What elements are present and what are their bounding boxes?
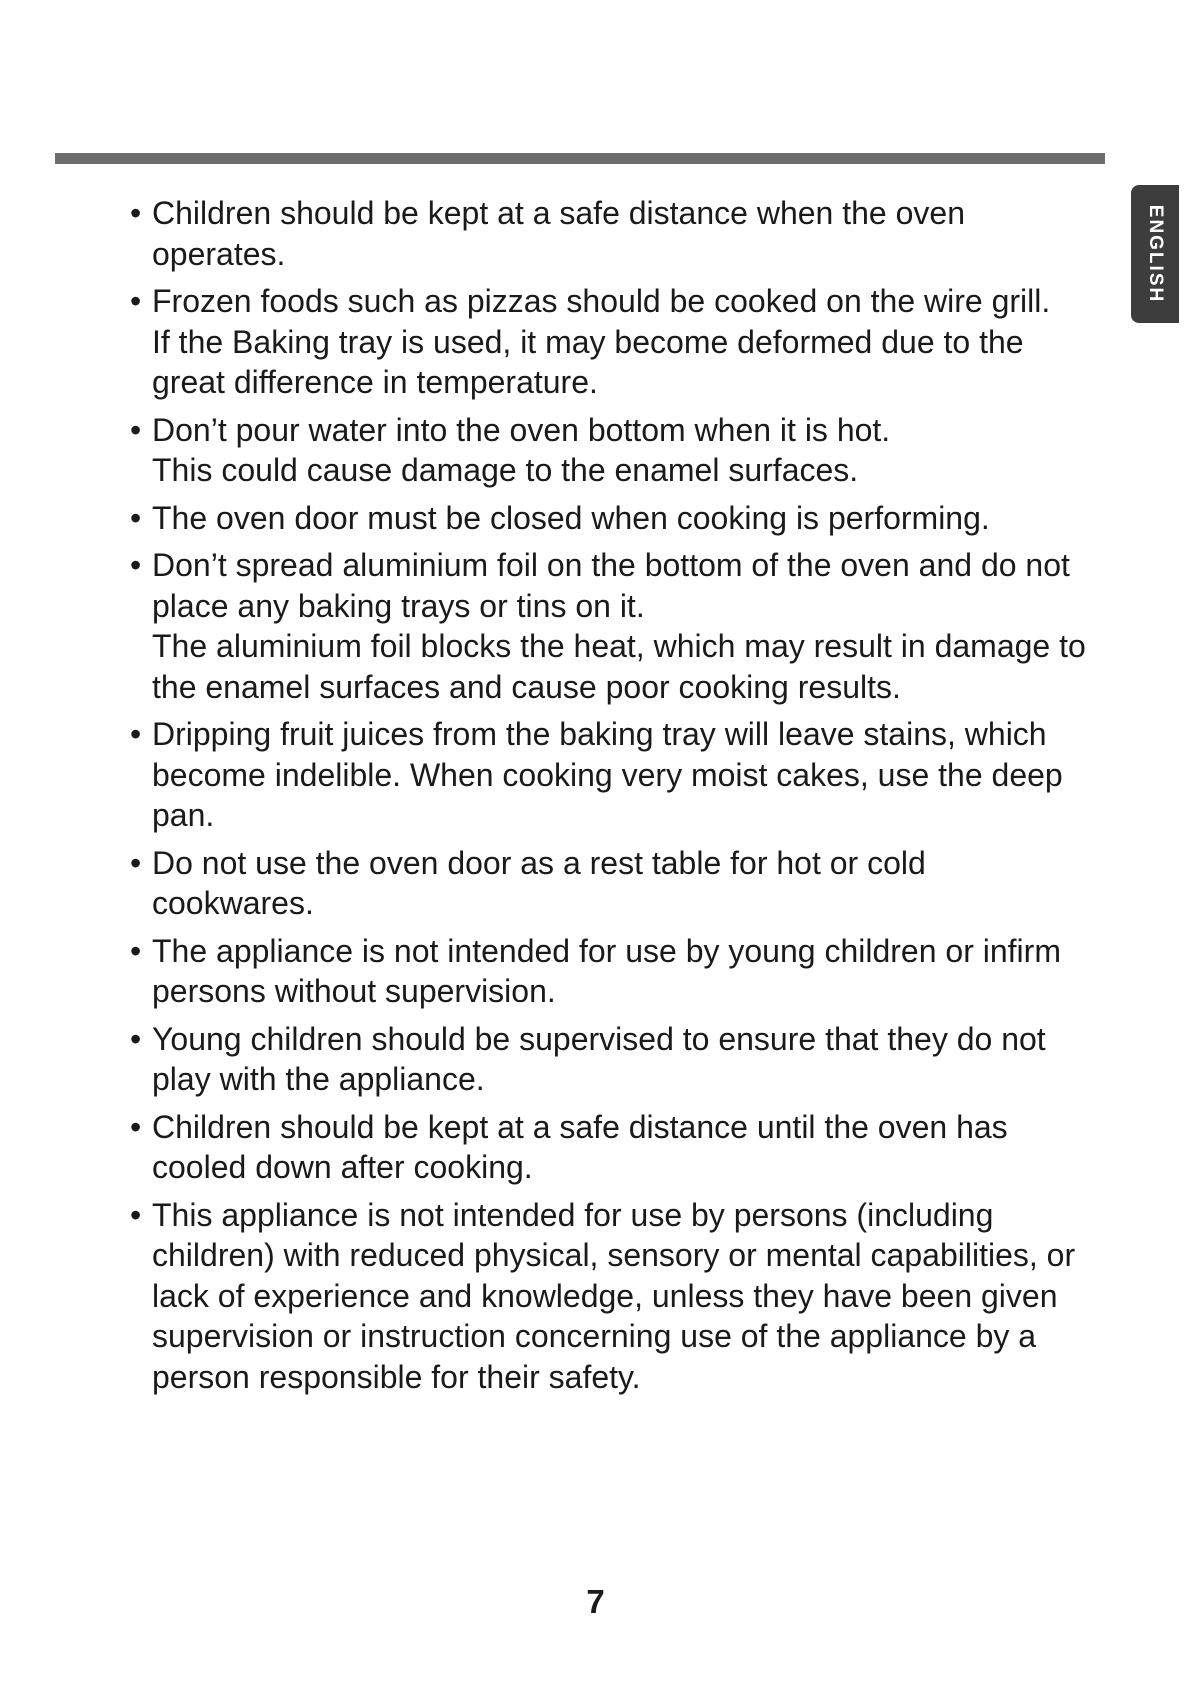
safety-item-line: supervision or instruction concerning use of the appliance by a: [152, 1318, 1037, 1354]
page-number: 7: [586, 1583, 605, 1620]
safety-item: [130, 410, 1100, 491]
safety-item: [130, 1107, 1100, 1188]
safety-item-line: Children should be kept at a safe distance when the oven: [152, 195, 965, 231]
safety-item-line: operates.: [152, 235, 286, 272]
bullet-icon: •: [130, 195, 142, 231]
safety-item: [130, 498, 1100, 539]
safety-item: [130, 281, 1100, 403]
safety-item: [130, 1195, 1100, 1398]
safety-instructions: [130, 193, 1100, 1404]
safety-item-line: children) with reduced physical, sensory or mental capabilities, or: [152, 1237, 1076, 1273]
bullet-icon: •: [130, 499, 142, 536]
safety-item-line: Don’t spread aluminium foil on the bottom of the oven and do not: [152, 547, 1070, 583]
safety-item-line: the enamel surfaces and cause poor cooking results.: [152, 668, 901, 705]
bullet-icon: •: [130, 547, 142, 583]
safety-item-line: cookwares.: [152, 885, 314, 921]
safety-item-line: If the Baking tray is used, it may become deformed due to the: [152, 323, 1024, 360]
safety-item-line: great difference in temperature.: [152, 364, 598, 400]
bullet-icon: •: [130, 1020, 142, 1057]
safety-item: [130, 545, 1100, 707]
language-tab: [1131, 185, 1179, 323]
safety-item-line: The aluminium foil blocks the heat, which may result in damage to: [152, 628, 1086, 664]
safety-item-line: Dripping fruit juices from the baking tray will leave stains, which: [152, 716, 1047, 752]
safety-item: [130, 1019, 1100, 1100]
safety-item-line: place any baking trays or tins on it.: [152, 587, 645, 624]
safety-item-line: Children should be kept at a safe distance until the oven has: [152, 1108, 1008, 1145]
safety-item-line: This appliance is not intended for use by persons (including: [152, 1196, 994, 1233]
bullet-icon: •: [130, 283, 142, 319]
safety-item: [130, 843, 1100, 924]
safety-item-line: pan.: [152, 797, 215, 833]
safety-item-line: The oven door must be closed when cooking is performing.: [152, 499, 990, 536]
safety-item-line: person responsible for their safety.: [152, 1358, 641, 1395]
bullet-icon: •: [130, 844, 142, 881]
safety-bullet-list: [130, 193, 1100, 1397]
bullet-icon: •: [130, 716, 142, 752]
bullet-icon: •: [130, 1196, 142, 1233]
bullet-icon: •: [130, 411, 142, 448]
safety-item-line: become indelible. When cooking very moist cakes, use the deep: [152, 756, 1063, 793]
safety-item-line: Young children should be supervised to ensure that they do not: [152, 1020, 1046, 1057]
safety-item-line: Frozen foods such as pizzas should be cooked on the wire grill.: [152, 283, 1051, 319]
safety-item: [130, 193, 1100, 274]
safety-item: [130, 714, 1100, 836]
safety-item-line: play with the appliance.: [152, 1061, 485, 1097]
safety-item-line: This could cause damage to the enamel surfaces.: [152, 452, 859, 488]
safety-item-line: lack of experience and knowledge, unless they have been given: [152, 1277, 1058, 1314]
safety-item-line: Don’t pour water into the oven bottom when it is hot.: [152, 411, 891, 448]
safety-item: [130, 931, 1100, 1012]
bullet-icon: •: [130, 1108, 142, 1145]
header-rule: [55, 153, 1105, 164]
bullet-icon: •: [130, 932, 142, 969]
safety-item-line: Do not use the oven door as a rest table for hot or cold: [152, 844, 926, 881]
safety-item-line: cooled down after cooking.: [152, 1149, 533, 1185]
safety-item-line: The appliance is not intended for use by young children or infirm: [152, 932, 1061, 969]
safety-item-line: persons without supervision.: [152, 973, 556, 1009]
language-tab-label: ENGLISH: [1145, 204, 1166, 304]
